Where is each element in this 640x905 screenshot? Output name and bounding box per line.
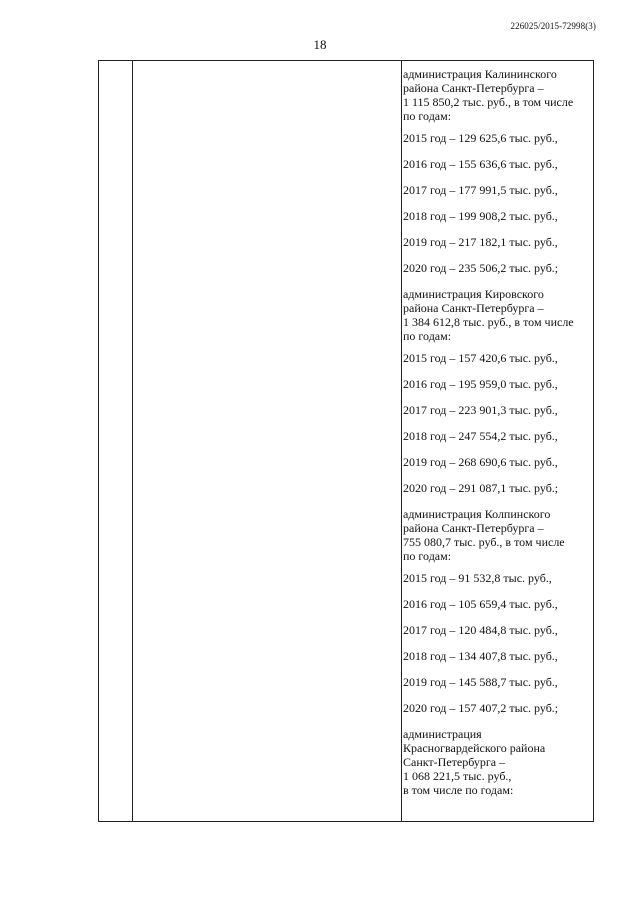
year-funding-line: 2020 год – 157 407,2 тыс. руб.; <box>403 701 559 715</box>
year-funding-line: 2020 год – 291 087,1 тыс. руб.; <box>403 481 559 495</box>
year-funding-line: 2018 год – 247 554,2 тыс. руб., <box>403 429 558 443</box>
district-funding-paragraph: администрация Кировского района Санкт-Петербурга – 1 384 612,8 тыс. руб., в том числе по годам: <box>403 287 574 343</box>
year-funding-line: 2017 год – 223 901,3 тыс. руб., <box>403 403 558 417</box>
district-funding-paragraph: администрация Красногвардейского района Санкт-Петербурга – 1 068 221,5 тыс. руб., в том числе по годам: <box>403 727 546 797</box>
year-funding-line: 2019 год – 268 690,6 тыс. руб., <box>403 455 558 469</box>
table-column-divider <box>132 61 133 821</box>
year-funding-line: 2017 год – 120 484,8 тыс. руб., <box>403 623 558 637</box>
year-funding-line: 2016 год – 195 959,0 тыс. руб., <box>403 377 558 391</box>
funding-text-column <box>403 67 591 805</box>
year-funding-line: 2015 год – 129 625,6 тыс. руб., <box>403 131 558 145</box>
program-table <box>98 60 594 822</box>
document-code: 226025/2015-72998(3) <box>510 21 596 31</box>
year-funding-line: 2015 год – 157 420,6 тыс. руб., <box>403 351 558 365</box>
year-funding-line: 2018 год – 199 908,2 тыс. руб., <box>403 209 558 223</box>
district-funding-paragraph: администрация Калининского района Санкт-Петербурга – 1 115 850,2 тыс. руб., в том числе по годам: <box>403 67 574 123</box>
page-number: 18 <box>313 37 327 52</box>
table-column-divider <box>401 61 402 821</box>
year-funding-line: 2019 год – 217 182,1 тыс. руб., <box>403 235 558 249</box>
year-funding-line: 2019 год – 145 588,7 тыс. руб., <box>403 675 558 689</box>
year-funding-line: 2017 год – 177 991,5 тыс. руб., <box>403 183 558 197</box>
year-funding-line: 2016 год – 155 636,6 тыс. руб., <box>403 157 558 171</box>
year-funding-line: 2015 год – 91 532,8 тыс. руб., <box>403 571 552 585</box>
district-funding-paragraph: администрация Колпинского района Санкт-Петербурга – 755 080,7 тыс. руб., в том числе по годам: <box>403 507 565 563</box>
year-funding-line: 2018 год – 134 407,8 тыс. руб., <box>403 649 558 663</box>
year-funding-line: 2020 год – 235 506,2 тыс. руб.; <box>403 261 559 275</box>
year-funding-line: 2016 год – 105 659,4 тыс. руб., <box>403 597 558 611</box>
